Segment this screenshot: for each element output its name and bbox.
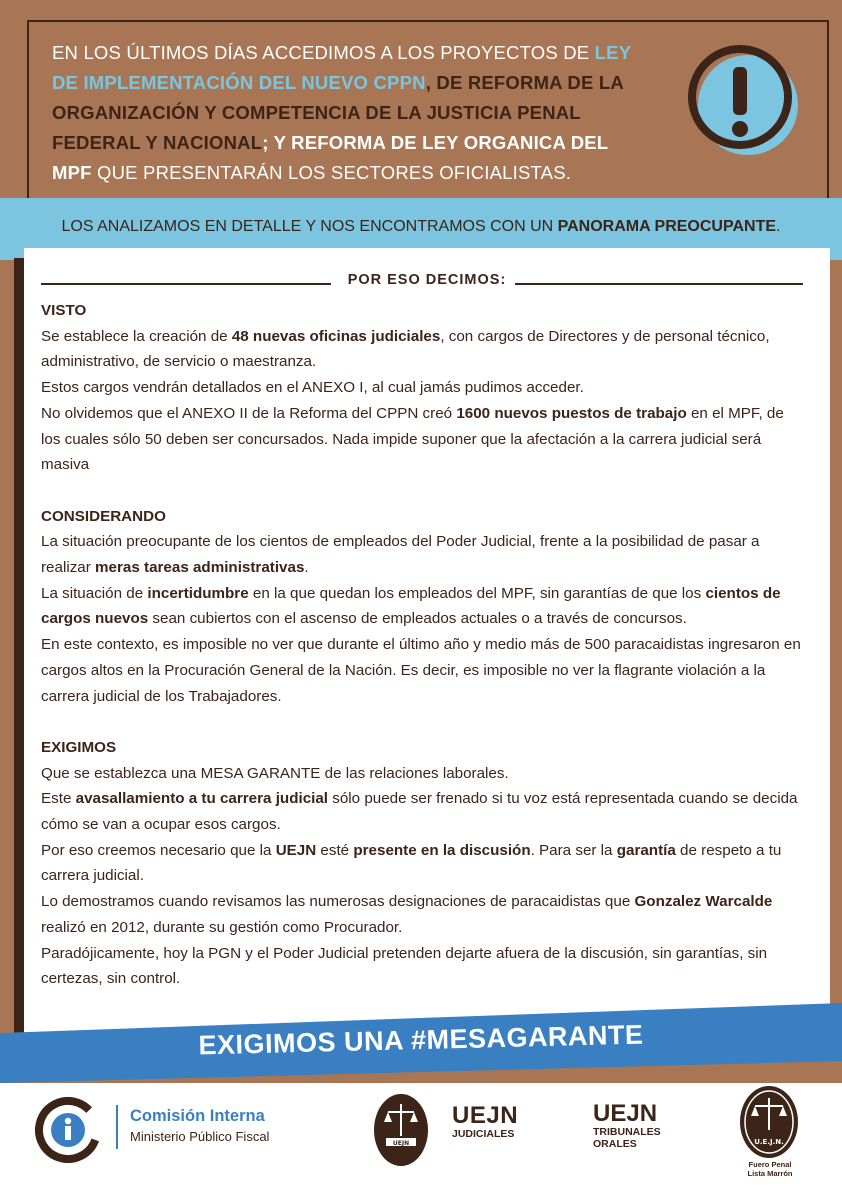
divider-right [515, 283, 803, 285]
document-body [41, 298, 801, 992]
por-eso-heading [41, 272, 803, 294]
fuero-penal-label: Fuero Penal Lista Marrón [747, 1160, 793, 1178]
section-title: EXIGIMOS [41, 738, 117, 756]
comision-interna-logo-icon [35, 1097, 101, 1163]
divider-left [41, 283, 331, 285]
paragraph: La situación preocupante de los cientos de empleados del Poder Judicial, frente a la posibilidad de pasar a realizar meras tareas administrativas. [41, 533, 760, 577]
paragraph: En este contexto, es imposible no ver que durante el último año y medio más de 500 paracaidistas ingresaron en cargos altos en la Procuración General de la Nación. Es decir, es imposible no ver la flagrante violación a la carrera judicial de los Trabajadores. [41, 636, 801, 705]
intro-law-2: , DE REFORMA DE LA ORGANIZACIÓN Y COMPETENCIA DE LA JUSTICIA PENAL FEDERAL Y NACIONAL [52, 72, 624, 153]
svg-text:U.E.J.N.: U.E.J.N. [754, 1138, 784, 1146]
paragraph: La situación de incertidumbre en la que quedan los empleados del MPF, sin garantías de que los cientos de cargos nuevos sean cubiertos con el ascenso de empleados actuales o a través de concursos. [41, 584, 781, 628]
ci-subtitle: Ministerio Público Fiscal [130, 1129, 270, 1144]
paragraph: No olvidemos que el ANEXO II de la Reforma del CPPN creó 1600 nuevos puestos de trabajo en el MPF, de los cuales sólo 50 deben ser concursados. Nada impide suponer que la afectación a la carrera judicial será masiva [41, 404, 784, 474]
hashtag-banner-text: EXIGIMOS UNA #MESAGARANTE [198, 1019, 644, 1061]
svg-text:UEJN: UEJN [392, 1140, 410, 1147]
paragraph: Se establece la creación de 48 nuevas oficinas judiciales, con cargos de Directores y de personal técnico, administrativo, de servicio o maestranza. [41, 327, 770, 371]
ci-title: Comisión Interna [130, 1107, 265, 1125]
intro-part-1: EN LOS ÚLTIMOS DÍAS ACCEDIMOS A LOS PROYECTOS DE [52, 42, 595, 63]
section-considerando [41, 504, 801, 710]
warning-icon [688, 45, 800, 157]
paragraph: Lo demostramos cuando revisamos las numerosas designaciones de paracaidistas que Gonzalez Warcalde realizó en 2012, durante su gestión como Procurador. [41, 893, 773, 936]
intro-law-3: ; Y REFORMA DE LEY ORGANICA DEL MPF [52, 132, 608, 183]
uejn-judiciales-logo: UEJN JUDICIALES [452, 1102, 519, 1140]
comision-interna-title [116, 1105, 269, 1149]
paragraph: Estos cargos vendrán detallados en el ANEXO I, al cual jamás pudimos acceder. [41, 379, 584, 397]
por-eso-text: POR ESO DECIMOS: [347, 272, 507, 288]
paragraph: Que se establezca una MESA GARANTE de las relaciones laborales. [41, 764, 509, 782]
section-exigimos [41, 735, 801, 992]
paragraph: Paradójicamente, hoy la PGN y el Poder Judicial pretenden dejarte afuera de la discusión, sin garantías, sin certezas, sin control. [41, 944, 768, 988]
uejn-tribunales-logo: UEJN TRIBUNALES ORALES [593, 1100, 661, 1150]
intro-part-5: QUE PRESENTARÁN LOS SECTORES OFICIALISTAS. [91, 162, 572, 183]
analysis-highlight: PANORAMA PREOCUPANTE [557, 218, 777, 235]
section-visto [41, 298, 801, 478]
intro-text [52, 38, 652, 188]
intro-law-1: LEY DE IMPLEMENTACIÓN DEL NUEVO CPPN [52, 42, 631, 93]
analysis-text: LOS ANALIZAMOS EN DETALLE Y NOS ENCONTRAMOS CON UN PANORAMA PREOCUPANTE. [61, 218, 781, 235]
fuero-penal-shield-icon [738, 1076, 800, 1160]
section-title: CONSIDERANDO [41, 507, 166, 525]
uejn-judiciales-shield-icon [372, 1088, 430, 1168]
card-shadow [14, 258, 24, 1038]
section-title: VISTO [41, 302, 87, 319]
paragraph: Este avasallamiento a tu carrera judicial sólo puede ser frenado si tu voz está representada cuando se decida cómo se van a ocupar esos cargos. [41, 790, 798, 834]
paragraph: Por eso creemos necesario que la UEJN esté presente en la discusión. Para ser la garantía de respeto a tu carrera judicial. [41, 841, 782, 885]
